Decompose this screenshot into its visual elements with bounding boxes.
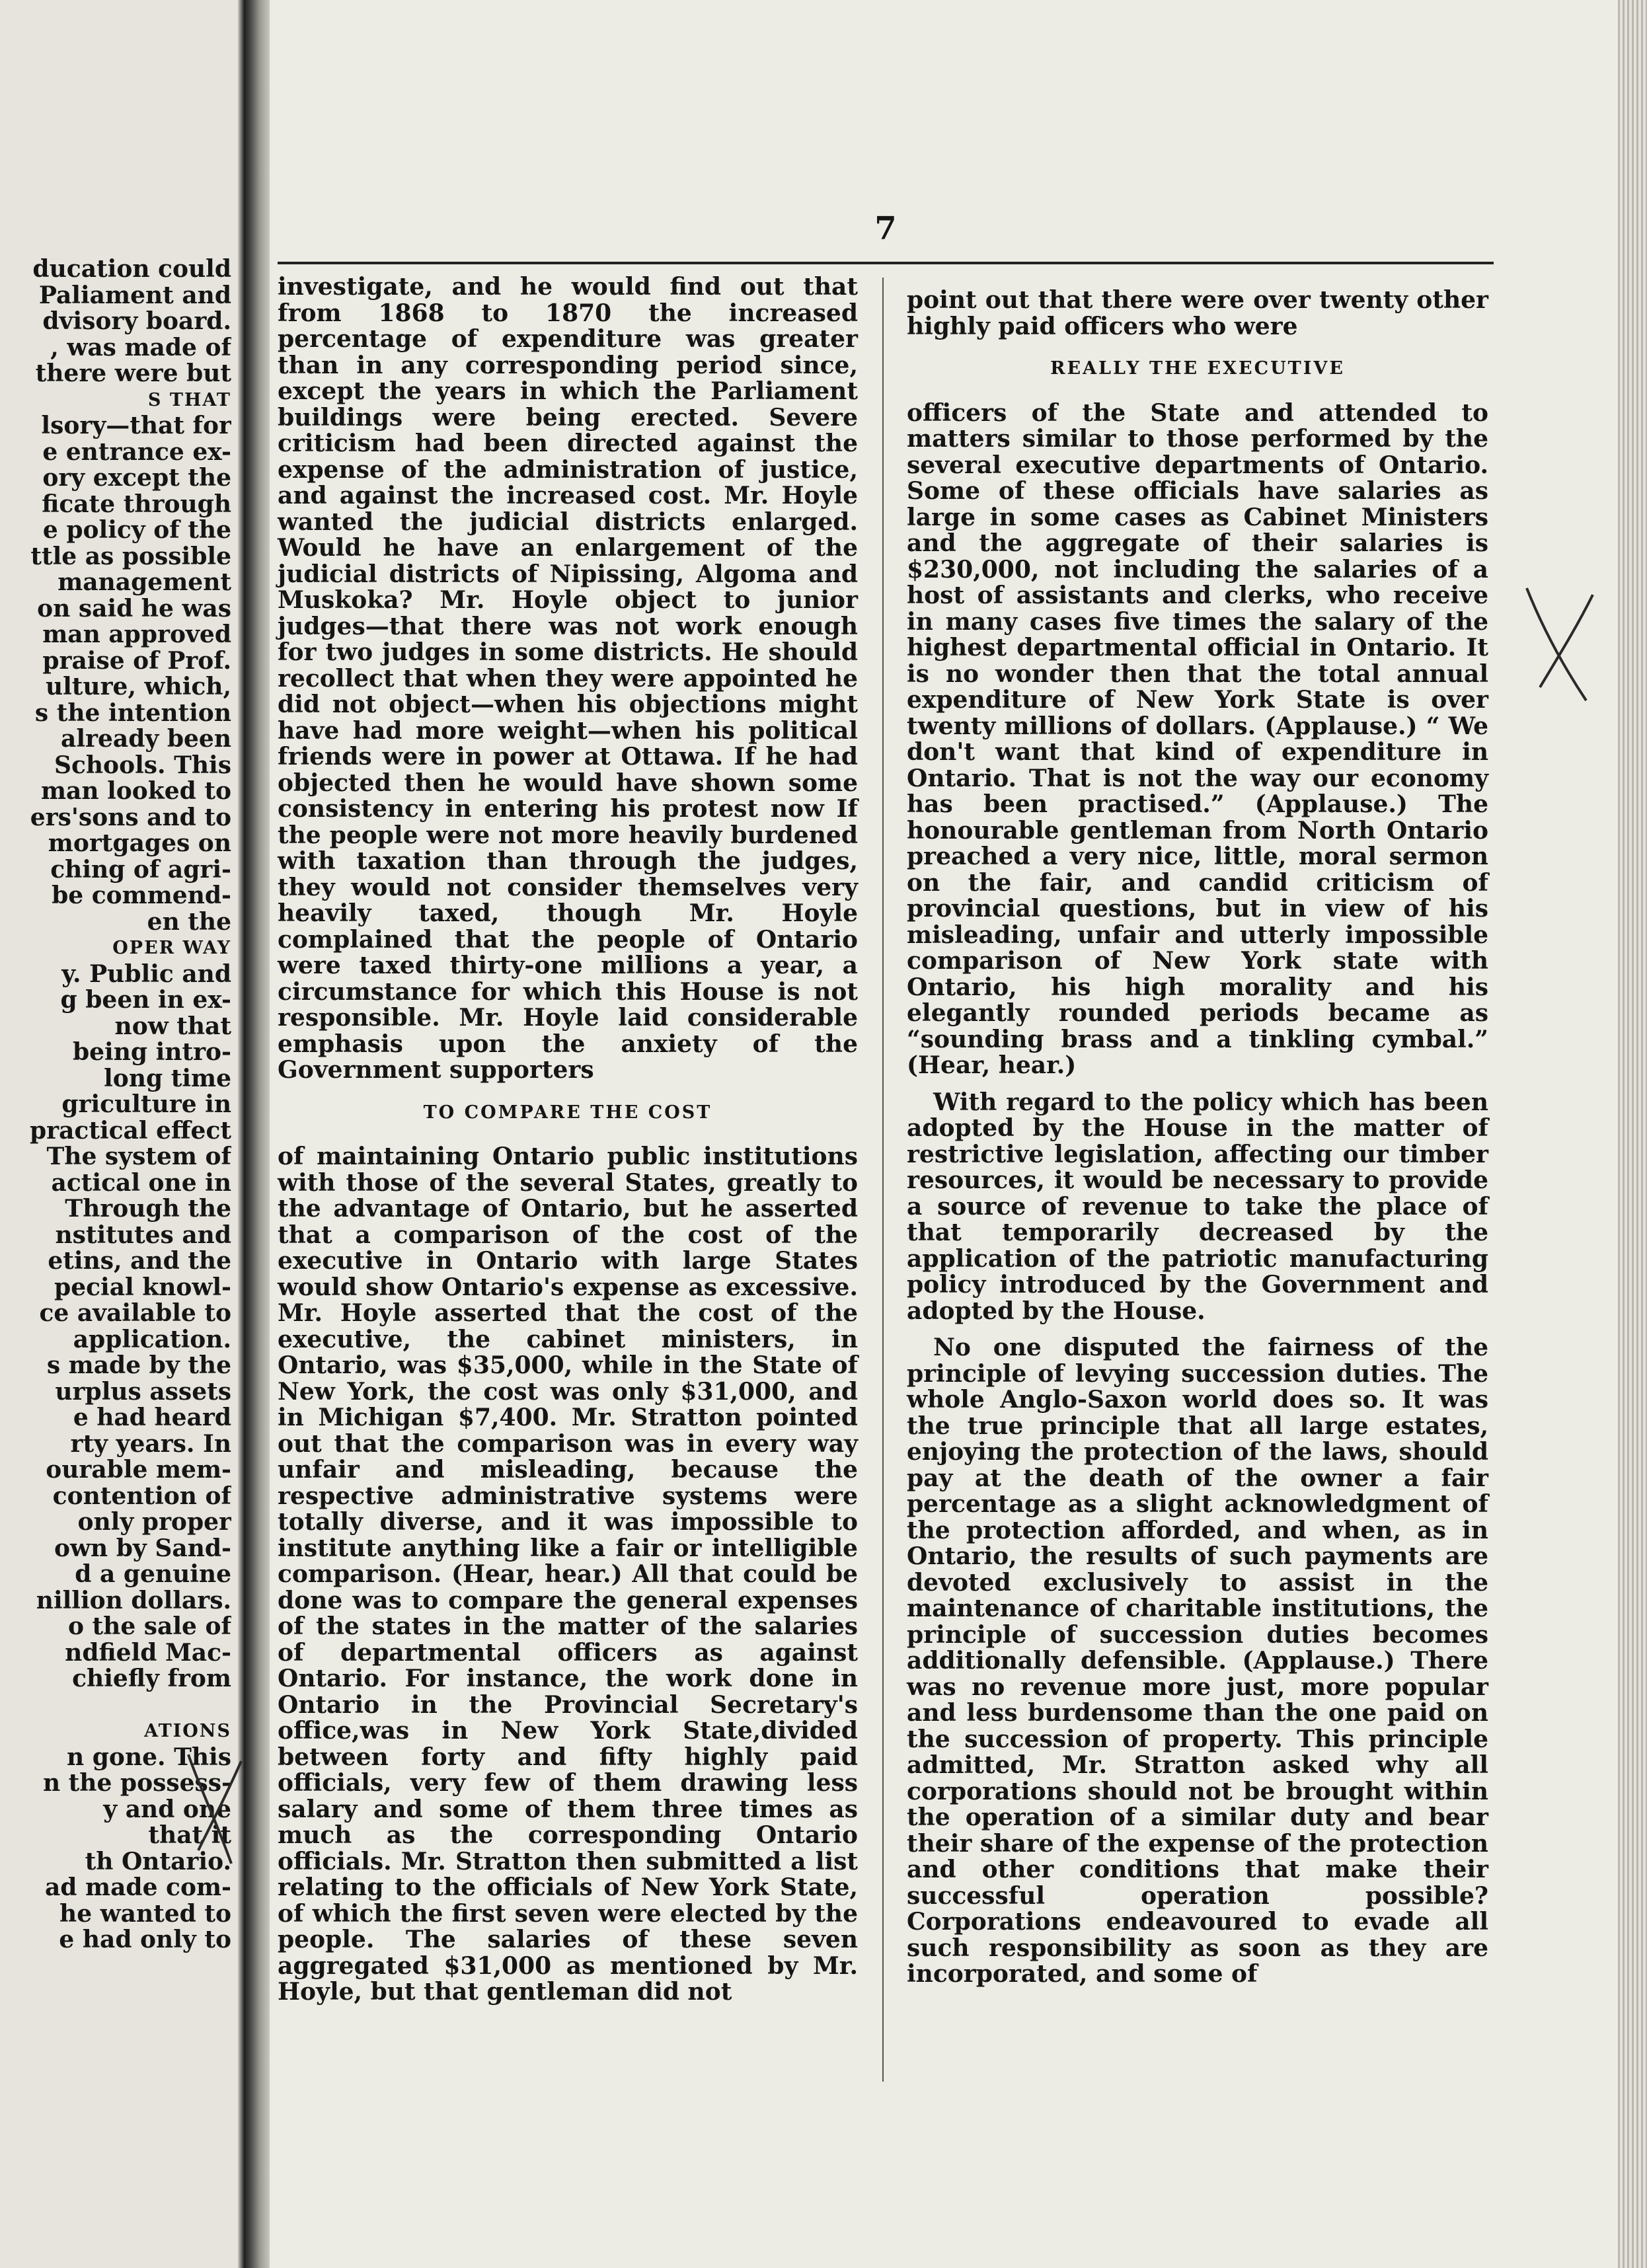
handwritten-x-mark <box>178 1745 251 1870</box>
section-heading: REALLY THE EXECUTIVE <box>1050 358 1345 379</box>
fragment-line: nillion dollars. <box>36 1586 231 1614</box>
fragment-line: rty years. In <box>70 1429 231 1458</box>
paragraph: of maintaining Ontario public institutions with those of the several States, greatly to the advantage of Ontario, but he asserted that a comparison of the cost of the executive in Ontario with large States would show Ontario's expense as excessive. Mr. Hoyle asserted that the cost of the executive, the cabinet ministers, in Ontario, was $35,000, while in the State of New York, the cost was only $31,000, and in Michigan $7,400. Mr. Stratton pointed out that the comparison was in every way unfair and misleading, because the respective administrative systems were totally diverse, and it was impossible to institute anything like a fair or intelligible comparison. (Hear, hear.) All that could be done was to compare the general expenses of the states in the matter of the salaries of departmental officers as against Ontario. For instance, the work done in Ontario in the Provincial Secretary's office,was in New York State,divided between forty and fifty highly paid officials, very few of them drawing less salary and some of them three times as much as the corresponding Ontario officials. Mr. Stratton then submitted a list relating to the officials of New York State, of which the first seven were elected by the people. The salaries of these seven aggregated $31,000 as mentioned by Mr. Hoyle, but that gentleman did not <box>278 1143 858 2006</box>
previous-page-column <box>0 256 231 1953</box>
fragment-line: e had heard <box>73 1404 231 1431</box>
fragment-line: practical effect <box>29 1116 231 1145</box>
fragment-line: th Ontario. <box>85 1847 231 1875</box>
fragment-line: lsory—that for <box>41 412 231 439</box>
paragraph: point out that there were over twenty other highly paid officers who were <box>907 286 1488 340</box>
fragment-line: ttle as possible <box>30 542 231 570</box>
fragment-line: now that <box>114 1012 231 1040</box>
fragment-line: y. Public and <box>61 960 231 988</box>
fragment-line: application. <box>73 1325 231 1353</box>
fragment-line: e policy of the <box>42 516 231 544</box>
fragment-line: actical one in <box>51 1168 231 1197</box>
fragment-line: being intro- <box>72 1038 231 1066</box>
fragment-line: ndfield Mac- <box>65 1638 231 1667</box>
fragment-line: already been <box>61 725 231 753</box>
fragment-line: ching of agri- <box>50 855 231 884</box>
fragment-line: contention of <box>52 1482 231 1510</box>
fragment-line: chiefly from <box>72 1665 231 1692</box>
fragment-line: ficate through <box>42 490 231 518</box>
handwritten-x-mark <box>1513 575 1606 707</box>
column-divider <box>882 278 884 2082</box>
paragraph: investigate, and he would find out that from 1868 to 1870 the increased percentage of expenditure was greater than in any corresponding period since, except the years in which the Parliament buildings were being erected. Severe criticism had been directed against the expense of the administration of justice, and against the increased cost. Mr. Hoyle wanted the judicial districts enlarged. Would he have an enlargement of the judicial districts of Nipissing, Algoma and Muskoka? Mr. Hoyle object to junior judges—that there was not work enough for two judges in some districts. He should recollect that when they were appointed he did not object—when his objections might have had more weight—when his political friends were in power at Ottawa. If he had objected then he would have shown some consistency in entering his protest now If the people were not more heavily burdened with taxation than through the judges, they would not consider themselves very heavily taxed, though Mr. Hoyle complained that the people of Ontario were taxed thirty-one millions a year, a circumstance for which this House is not responsible. Mr. Hoyle laid considerable emphasis upon the anxiety of the Government supporters <box>278 273 858 1084</box>
paragraph: With regard to the policy which has been adopted by the House in the matter of restrictive legislation, affecting our timber resources, it would be necessary to provide a source of revenue to take the place of that temporarily decreased by the application of the patriotic manufacturing policy introduced by the Government and adopted by the House. <box>907 1088 1488 1325</box>
fragment-line: mortgages on <box>48 829 231 857</box>
fragment-line: urplus assets <box>55 1377 231 1406</box>
header-rule <box>278 262 1494 264</box>
binding-gutter <box>238 0 270 2268</box>
fragment-line: s made by the <box>46 1351 231 1379</box>
fragment-line: only proper <box>77 1508 231 1536</box>
fragment-line: that it <box>148 1821 231 1849</box>
fragment-line: man approved <box>42 621 231 648</box>
section-heading: TO COMPARE THE COST <box>423 1102 712 1123</box>
fragment-line: y and one <box>103 1795 231 1823</box>
fragment-line: dvisory board. <box>42 307 231 335</box>
fragment-line: S THAT <box>147 389 231 410</box>
fragment-line: o the sale of <box>68 1612 231 1640</box>
paragraph: No one disputed the fairness of the principle of levying succession duties. The whole Anglo-Saxon world does so. It was the true principle that all large estates, enjoying the protection of the laws, should pay at the death of the owner a fair percentage as a slight acknowledgment of the protection afforded, and when, as in Ontario, the results of such payments are devoted exclusively to assist in the maintenance of charitable institutions, the principle of succession duties becomes additionally defensible. (Applause.) There was no revenue more just, more popular and less burdensome than the one paid on the succession of property. This principle admitted, Mr. Stratton asked why all corporations should not be brought within the operation of a similar duty and bear their share of the expense of the protection and other conditions that make their successful operation possible? Corporations endeavoured to evade all such responsibility as soon as they are incorporated, and some of <box>907 1334 1489 1988</box>
fragment-line: n gone. This <box>67 1743 231 1771</box>
fragment-line: be commend- <box>52 882 231 909</box>
fragment-line: The system of <box>46 1143 231 1170</box>
fragment-line: man looked to <box>40 777 231 805</box>
fragment-line: Paliament and <box>38 281 231 309</box>
fragment-line: ers'sons and to <box>30 803 231 831</box>
fragment-line: ducation could <box>32 256 231 283</box>
fragment-line: ad made com- <box>44 1873 231 1901</box>
fragment-line: own by Sand- <box>54 1534 231 1562</box>
fragment-line: ATIONS <box>144 1721 231 1741</box>
fragment-line: Through the <box>65 1195 231 1223</box>
fragment-line: en the <box>147 907 231 936</box>
fragment-line: s the intention <box>34 699 231 727</box>
fragment-line: e entrance ex- <box>42 437 231 466</box>
column-right <box>907 287 1488 1998</box>
fragment-line: Schools. This <box>54 751 231 779</box>
column-middle <box>278 274 858 2016</box>
fragment-line: griculture in <box>61 1090 231 1118</box>
fragment-line: ce available to <box>39 1299 231 1327</box>
paragraph: officers of the State and attended to matters similar to those performed by the several executive departments of Ontario. Some of these officials have salaries as large in some cases as Cabinet Ministers and the aggregate of their salaries is $230,000, not including the salaries of a host of assistants and clerks, who receive in many cases five times the salary of the highest departmental official in Ontario. It is no wonder then that the total annual expenditure of New York State is over twenty millions of dollars. (Applause.) “ We don't want that kind of expenditure in Ontario. That is not the way our economy has been practised.” (Applause.) The honourable gentleman from North Ontario preached a very nice, little, moral sermon on the fair, and candid criticism of provincial questions, but in view of his misleading, unfair and utterly impossible comparison of New York state with Ontario, his high morality and his elegantly rounded periods became as “sounding brass and a tinkling cymbal.” (Hear, hear.) <box>907 398 1488 1079</box>
fragment-line: ory except the <box>42 464 231 492</box>
fragment-line: nstitutes and <box>55 1221 231 1249</box>
fragment-line: ourable mem- <box>46 1456 231 1484</box>
fragment-line: praise of Prof. <box>42 646 231 675</box>
page-edges <box>1618 0 1647 2268</box>
fragment-line: OPER WAY <box>112 938 231 958</box>
page-number: 7 <box>874 210 897 247</box>
fragment-line: etins, and the <box>48 1247 231 1275</box>
fragment-line: e had only to <box>59 1926 231 1953</box>
fragment-line: ulture, which, <box>45 673 231 700</box>
fragment-line: g been in ex- <box>60 986 231 1014</box>
fragment-line: he wanted to <box>59 1899 231 1928</box>
fragment-line <box>0 1692 231 1719</box>
fragment-line: long time <box>104 1064 231 1092</box>
fragment-line: management <box>57 568 231 596</box>
fragment-line: d a genuine <box>75 1560 231 1588</box>
fragment-line: n the possess- <box>42 1769 231 1797</box>
fragment-line: , was made of <box>50 333 231 361</box>
fragment-line: pecial knowl- <box>54 1273 231 1301</box>
fragment-line: there were but <box>35 359 231 387</box>
fragment-line: on said he was <box>37 594 231 623</box>
